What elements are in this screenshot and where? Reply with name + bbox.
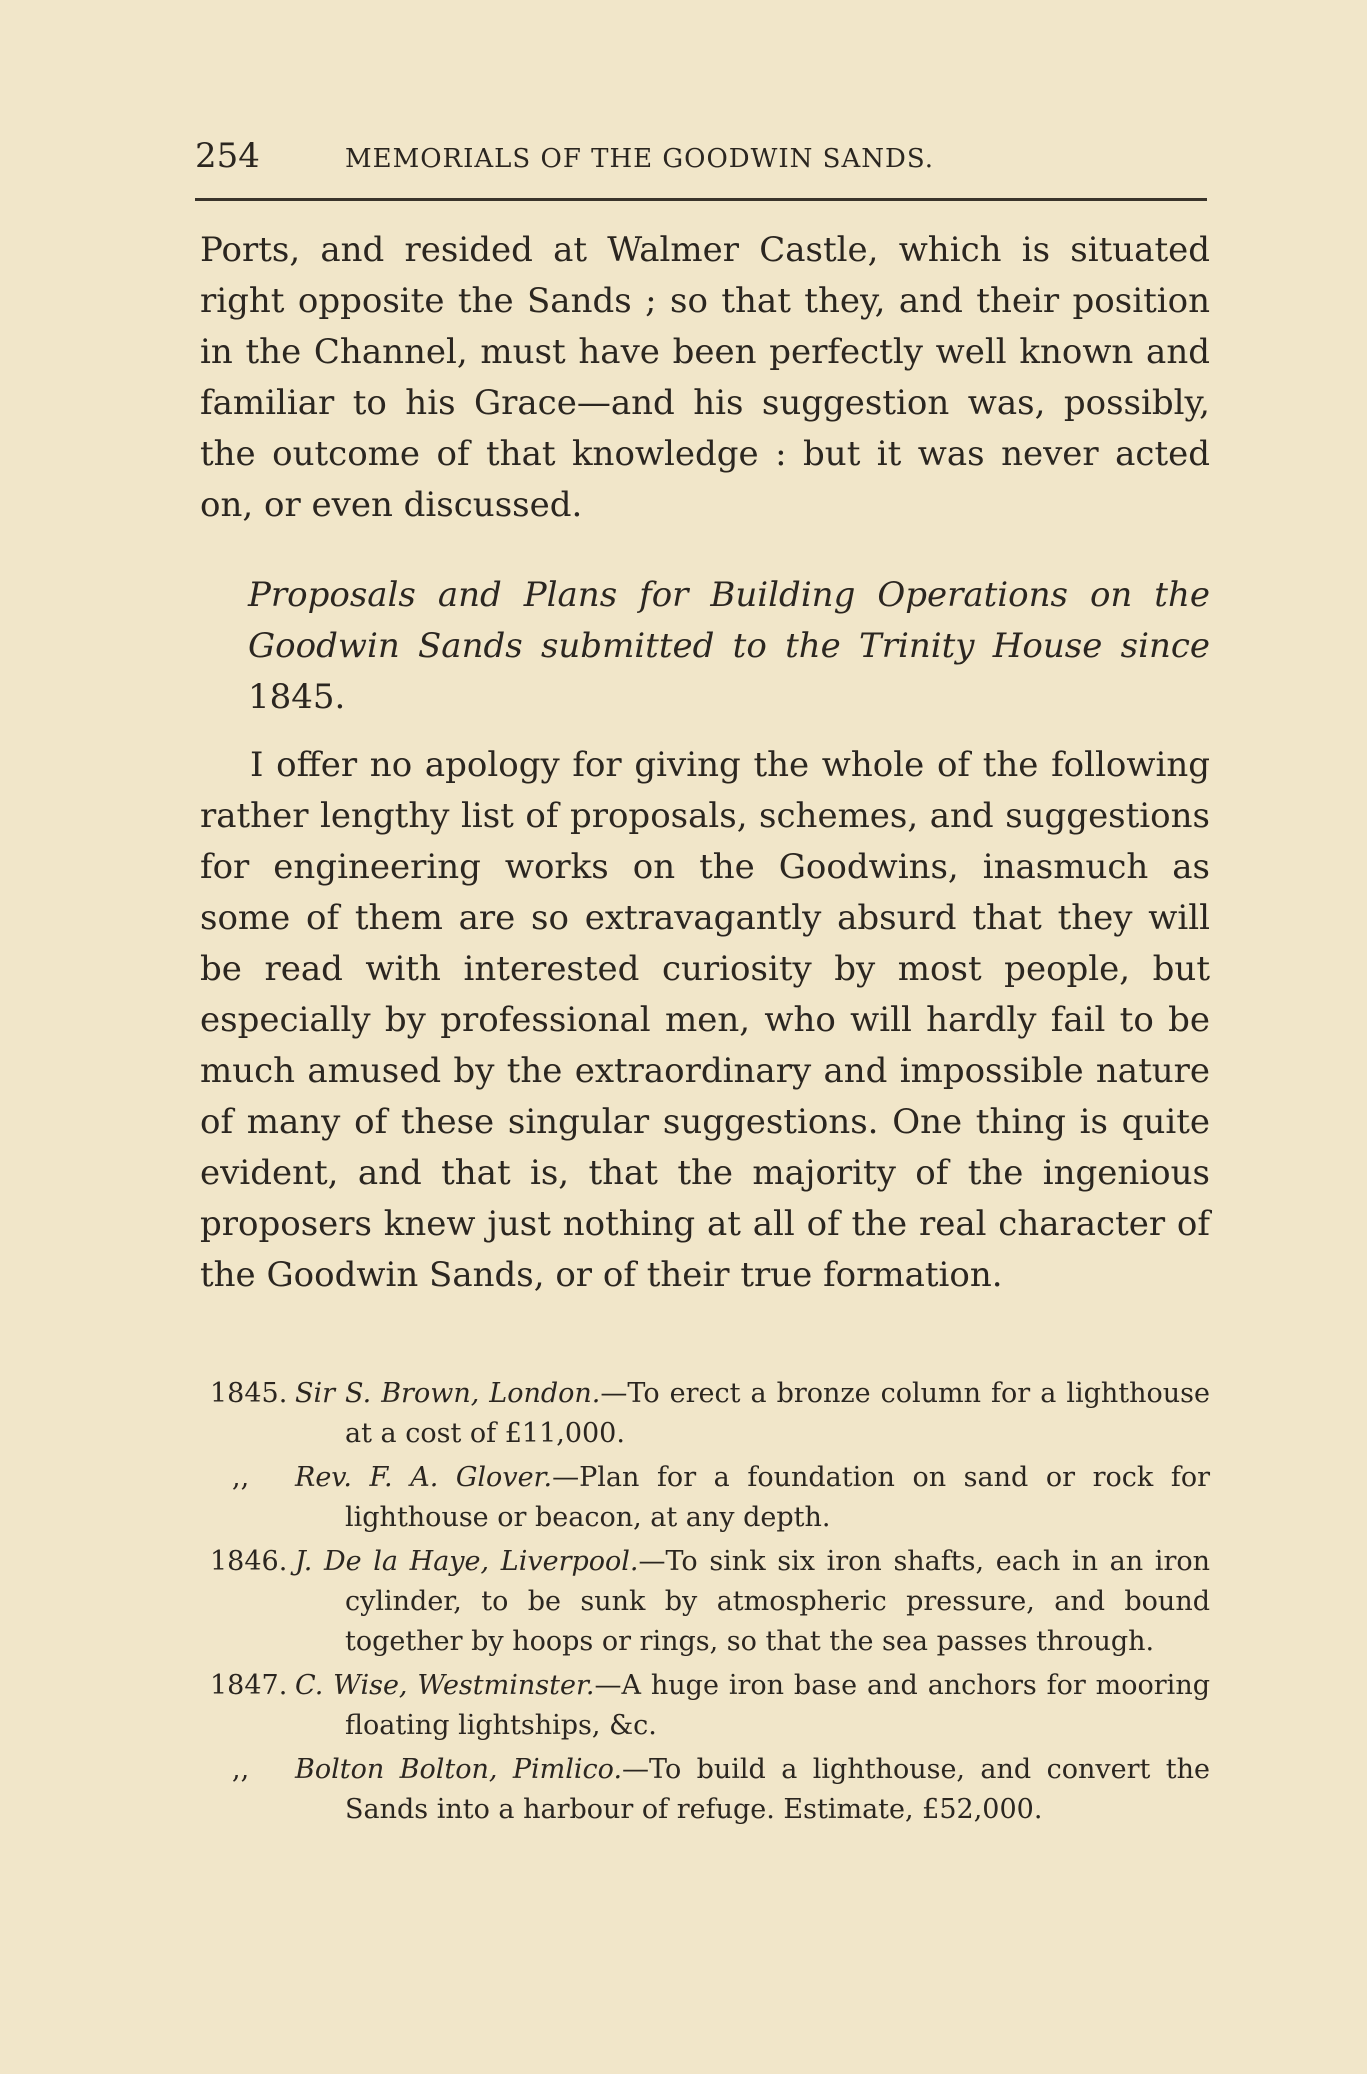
entry-proposer: C. Wise, Westminster.: [295, 1670, 595, 1701]
section-heading: [202, 570, 1210, 723]
section-heading-year: 1845.: [248, 677, 346, 717]
list-item: [200, 1542, 1210, 1662]
entry-description: —To erect a bronze column for a lighthouse at a cost of £11,000.: [345, 1378, 1211, 1449]
page-header: [195, 130, 1205, 186]
list-item: [200, 1666, 1210, 1746]
section-heading-title: Proposals and Plans for Building Operations on the Goodwin Sands submitted to the Trinity House since: [248, 575, 1210, 666]
entry-year: ,,: [232, 1462, 250, 1493]
proposal-list: [200, 1374, 1210, 1834]
list-item: [200, 1374, 1210, 1454]
running-head: MEMORIALS OF THE GOODWIN SANDS.: [345, 144, 934, 174]
entry-year: 1845.: [210, 1378, 288, 1409]
entry-description: —To build a lighthouse, and convert the Sands into a harbour of refuge. Estimate, £52,000.: [345, 1754, 1210, 1825]
entry-year: 1847.: [210, 1670, 288, 1701]
entry-proposer: Bolton Bolton, Pimlico.: [295, 1754, 623, 1785]
entry-proposer: Rev. F. A. Glover.: [295, 1462, 553, 1493]
paragraph-apology: I offer no apology for giving the whole of the following rather lengthy list of proposals, schemes, and suggestions for engineering works on the Goodwins, inasmuch as some of them are so extravagantly absurd that they will be read with interested curiosity by most people, but especially by professional men, who will hardly fail to be much amused by the extraordinary and impossible nature of many of these singular suggestions. One thing is quite evident, and that is, that the majority of the ingenious proposers knew just nothing at all of the real character of the Goodwin Sands, or of their true formation.: [200, 745, 1210, 1295]
entry-description: —Plan for a foundation on sand or rock for lighthouse or beacon, at any depth.: [345, 1462, 1210, 1533]
list-item: [200, 1458, 1210, 1538]
page-number: 254: [195, 136, 260, 176]
entry-year: 1846.: [210, 1546, 288, 1577]
entry-proposer: J. De la Haye, Liverpool.: [295, 1546, 639, 1577]
entry-year: ,,: [232, 1754, 250, 1785]
entry-description: —A huge iron base and anchors for mooring floating lightships, &c.: [345, 1670, 1210, 1741]
entry-proposer: Sir S. Brown, London.: [295, 1378, 601, 1409]
header-rule: [195, 198, 1207, 201]
list-item: [200, 1750, 1210, 1830]
entry-description: —To sink six iron shafts, each in an iron cylinder, to be sunk by atmospheric pressure, and bound together by hoops or rings, so that the sea passes through.: [345, 1546, 1210, 1657]
paragraph-walmer-castle: Ports, and resided at Walmer Castle, which is situated right opposite the Sands ; so that they, and their position in the Channel, must have been perfectly well known and familiar to his Grace—and his suggestion was, possibly, the outcome of that knowledge : but it was never acted on, or even discussed.: [200, 230, 1210, 525]
